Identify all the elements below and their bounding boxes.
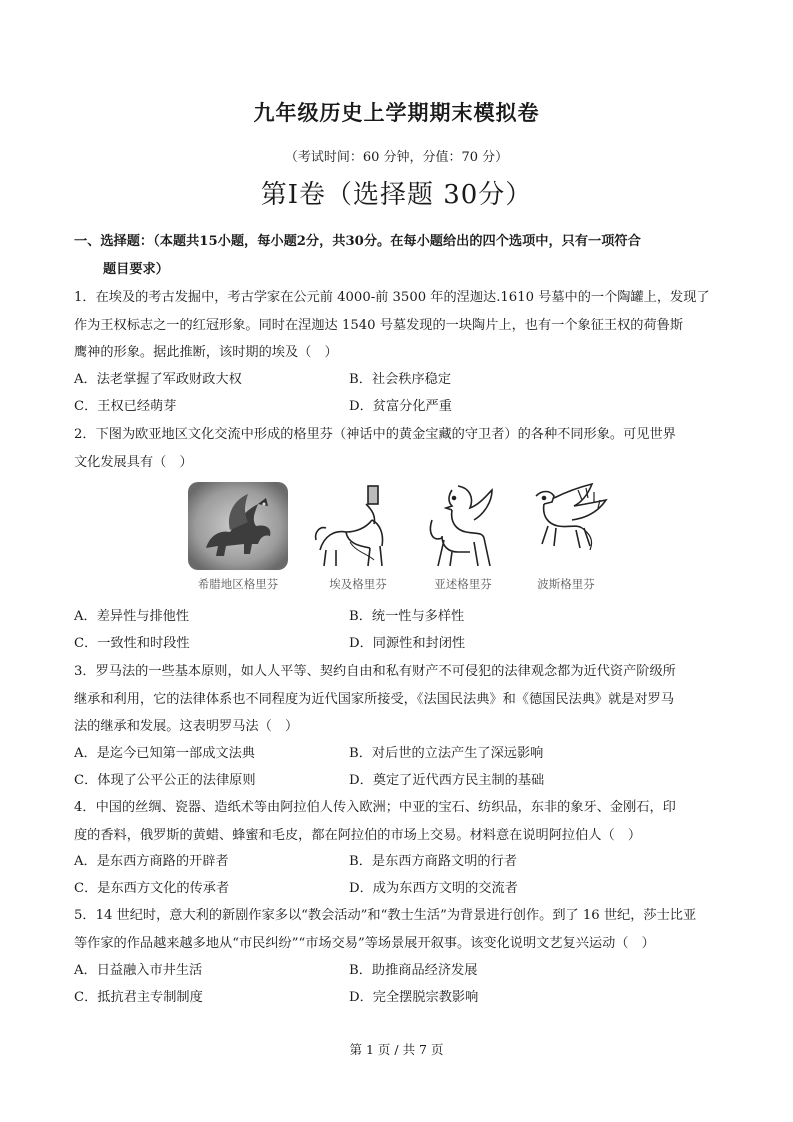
question-1-line: 鹰神的形象。据此推断，该时期的埃及（ ） [74,345,338,360]
question-4-stem [74,794,714,849]
figure-caption: 亚述格里芬 [434,577,492,591]
question-4-option-b: B．是东西方商路文明的行者 [349,854,517,869]
question-3-option-a: A．是迄今已知第一部成文法典 [74,746,255,761]
question-1-option-b: B．社会秩序稳定 [349,372,452,387]
figure-caption: 波斯格里芬 [537,577,595,591]
question-1-option-d: D．贫富分化严重 [349,399,452,414]
question-3-option-d: D．奠定了近代西方民主制的基础 [349,773,545,788]
persian-griffin-image [522,480,610,575]
question-5-option-a: A．日益融入市井生活 [74,963,203,978]
question-2-stem [74,421,714,476]
question-2-option-b: B．统一性与多样性 [349,609,465,624]
page-number: 第 1 页 / 共 7 页 [349,1042,444,1057]
egyptian-griffin-image [310,480,406,575]
question-4-line: 度的香料，俄罗斯的黄蜡、蜂蜜和毛皮，都在阿拉伯的市场上交易。材料意在说明阿拉伯人（ ） [74,827,642,843]
question-5-option-c: C．抵抗君主专制制度 [74,990,203,1005]
greek-griffin-image [186,480,290,575]
question-3-option-c: C．体现了公平公正的法律原则 [74,773,256,788]
exam-title: 九年级历史上学期期末模拟卷 [253,100,540,125]
griffin-figure [186,480,610,600]
question-4-line: 4．中国的丝绸、瓷器、造纸术等由阿拉伯人传入欧洲；中亚的宝石、纺织品，东非的象牙、金刚石，印 [74,800,676,815]
assyrian-griffin-image [422,480,504,575]
question-4-option-c: C．是东西方文化的传承者 [74,881,230,896]
section-heading: 第I卷（选择题 30分） [260,180,533,210]
figure-caption: 埃及格里芬 [329,577,387,591]
question-1-line: 1．在埃及的考古发掘中，考古学家在公元前 4000-前 3500 年的涅迦达.1610 号墓中的一个陶罐上，发现了 [74,290,710,305]
exam-subtitle: （考试时间：60 分钟，分值：70 分） [284,150,509,165]
question-4-option-d: D．成为东西方文明的交流者 [349,881,518,896]
question-3-line: 继承和利用，它的法律体系也不同程度为近代国家所接受，《法国民法典》和《德国民法典》就是对罗马 [74,691,675,707]
question-5-stem [74,902,714,957]
question-5-option-d: D．完全摆脱宗教影响 [349,990,479,1005]
question-1-option-a: A．法老掌握了军政财政大权 [74,372,242,387]
question-1-option-c: C．王权已经萌芽 [74,399,177,414]
question-5-line: 等作家的作品越来越多地从“市民纠纷”“市场交易”等场景展开叙事。该变化说明文艺复兴运动（ ） [74,935,655,951]
instructions [74,228,714,283]
question-2-option-d: D．同源性和封闭性 [349,636,466,651]
question-4-option-a: A．是东西方商路的开辟者 [74,854,229,869]
question-5-line: 5．14 世纪时，意大利的新剧作家多以“教会活动”和“教士生活”为背景进行创作。到了 16 世纪，莎士比亚 [74,908,697,923]
figure-caption: 希腊地区格里芬 [197,577,279,591]
question-3-stem [74,658,714,741]
instructions-line-1: 一、选择题：（本题共15小题，每小题2分，共30分。在每小题给出的四个选项中，只有一项符合 [74,234,641,249]
instructions-line-2: 题目要求） [103,261,169,277]
question-2-line: 文化发展具有（ ） [74,454,193,470]
question-3-line: 3．罗马法的一些基本原则，如人人平等、契约自由和私有财产不可侵犯的法律观念都为近代资产阶级所 [74,664,676,679]
question-1-stem [74,284,714,367]
question-3-line: 法的继承和发展。这表明罗马法（ ） [74,719,299,734]
question-2-option-a: A．差异性与排他性 [74,609,190,624]
question-2-line: 2．下图为欧亚地区文化交流中形成的格里芬（神话中的黄金宝藏的守卫者）的各种不同形象。可见世界 [74,427,676,442]
question-3-option-b: B．对后世的立法产生了深远影响 [349,746,544,761]
question-2-option-c: C．一致性和时段性 [74,636,190,651]
question-1-line: 作为王权标志之一的红冠形象。同时在涅迦达 1540 号墓发现的一块陶片上，也有一个象征王权的荷鲁斯 [74,317,684,333]
question-5-option-b: B．助推商品经济发展 [349,963,478,978]
